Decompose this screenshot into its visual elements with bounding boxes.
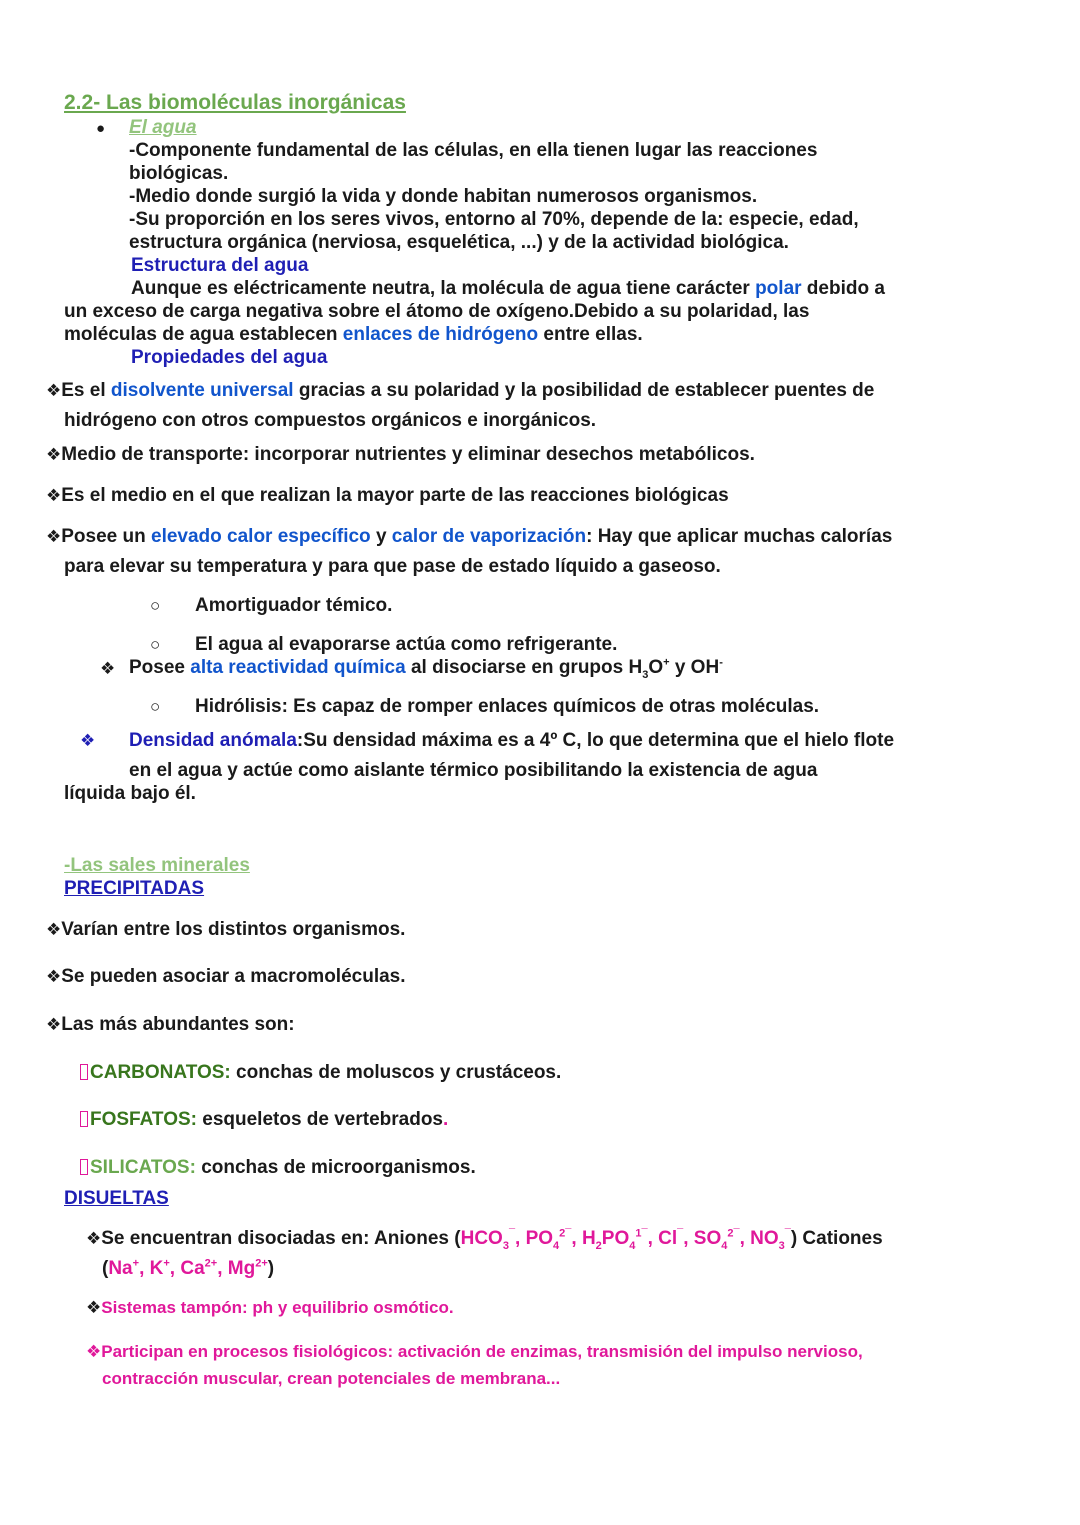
diamond-icon: ❖ — [46, 967, 62, 986]
property-6-cont: en el agua y actúe como aislante térmico posibilitando la existencia de agua — [129, 760, 818, 781]
diamond-icon: ❖ — [46, 527, 62, 546]
diamond-icon: ❖ — [86, 1298, 102, 1317]
box-glyph-icon — [80, 1064, 88, 1080]
precip-item-3: ❖Las más abundantes son: — [46, 1014, 295, 1035]
circle-bullet-icon: ○ — [150, 596, 161, 615]
diamond-icon: ❖ — [80, 731, 96, 750]
diamond-icon: ❖ — [46, 445, 62, 464]
cations-line: (Na+, K+, $Ca^{2+}$, $Mg^{2+}$) — [102, 1257, 275, 1279]
properties-heading: Propiedades del agua — [131, 347, 328, 368]
dissolved-item-3: ❖Participan en procesos fisiológicos: activación de enzimas, transmisión del impulso nervioso, — [86, 1342, 863, 1361]
water-line-2: biológicas. — [129, 163, 229, 184]
diamond-icon: ❖ — [46, 381, 62, 400]
precip-item-2: ❖Se pueden asociar a macromoléculas. — [46, 966, 406, 987]
property-1: ❖Es el disolvente universal gracias a su polaridad y la posibilidad de establecer puentes de — [46, 380, 875, 401]
subpoint-3: Hidrólisis: Es capaz de romper enlaces químicos de otras moléculas. — [195, 696, 820, 717]
property-1-cont: hidrógeno con otros compuestos orgánicos e inorgánicos. — [64, 410, 597, 431]
bullet-dot-icon: ● — [96, 120, 106, 137]
dissolved-item-2: ❖Sistemas tampón: ph y equilibrio osmótico. — [86, 1298, 454, 1317]
property-3: ❖Es el medio en el que realizan la mayor parte de las reacciones biológicas — [46, 485, 729, 506]
water-line-5: estructura orgánica (nerviosa, esquelética, ...) y de la actividad biológica. — [129, 232, 789, 253]
structure-line-3: moléculas de agua establecen enlaces de hidrógeno entre ellas. — [64, 324, 643, 345]
subpoint-1: Amortiguador témico. — [195, 595, 393, 616]
diamond-icon: ❖ — [100, 659, 116, 678]
diamond-icon: ❖ — [46, 486, 62, 505]
water-line-1: -Componente fundamental de las células, en ella tienen lugar las reacciones — [129, 140, 818, 161]
dissolved-item-1: ❖Se encuentran disociadas en: Aniones ($HCO_3^¯$, $PO_4^{2¯}$, $H_2PO_4^{1¯}$, Cl¯, $SO_4^{2¯}$, $NO_3^¯$) Cationes — [86, 1227, 883, 1252]
diamond-icon: ❖ — [86, 1229, 102, 1248]
phosphates-line: FOSFATOS: esqueletos de vertebrados. — [80, 1108, 448, 1131]
box-glyph-icon — [80, 1159, 88, 1175]
property-6-cont-2: líquida bajo él. — [64, 783, 196, 804]
dissolved-heading: DISUELTAS — [64, 1188, 169, 1209]
box-glyph-icon — [80, 1111, 88, 1127]
circle-bullet-icon: ○ — [150, 635, 161, 654]
property-4-cont: para elevar su temperatura y para que pase de estado líquido a gaseoso. — [64, 556, 721, 577]
silicates-line: SILICATOS: conchas de microorganismos. — [80, 1156, 476, 1179]
dissolved-item-3-cont: contracción muscular, crean potenciales de membrana... — [102, 1369, 561, 1388]
property-6: Densidad anómala:Su densidad máxima es a 4º C, lo que determina que el hielo flote — [129, 730, 895, 751]
salts-heading: -Las sales minerales — [64, 855, 250, 876]
structure-heading: Estructura del agua — [131, 255, 309, 276]
carbonates-line: CARBONATOS: conchas de moluscos y crustáceos. — [80, 1061, 561, 1084]
precip-item-1: ❖Varían entre los distintos organismos. — [46, 919, 406, 940]
subpoint-2: El agua al evaporarse actúa como refrigerante. — [195, 634, 618, 655]
diamond-icon: ❖ — [86, 1342, 102, 1361]
water-line-3: -Medio donde surgió la vida y donde habitan numerosos organismos. — [129, 186, 758, 207]
property-4: ❖Posee un elevado calor específico y calor de vaporización: Hay que aplicar muchas calorías — [46, 526, 893, 547]
water-line-4: -Su proporción en los seres vivos, entorno al 70%, depende de la: especie, edad, — [129, 209, 859, 230]
diamond-icon: ❖ — [46, 920, 62, 939]
diamond-icon: ❖ — [46, 1015, 62, 1034]
circle-bullet-icon: ○ — [150, 697, 161, 716]
precipitated-heading: PRECIPITADAS — [64, 878, 205, 899]
property-5: Posee alta reactividad química al disociarse en grupos $H_3O^+$ y OH- — [129, 656, 723, 681]
property-2: ❖Medio de transporte: incorporar nutrientes y eliminar desechos metabólicos. — [46, 444, 755, 465]
section-title: 2.2- Las biomoléculas inorgánicas — [64, 91, 406, 114]
structure-line-2: un exceso de carga negativa sobre el átomo de oxígeno.Debido a su polaridad, las — [64, 301, 810, 322]
structure-line-1: Aunque es eléctricamente neutra, la molécula de agua tiene carácter polar debido a — [131, 278, 885, 299]
water-heading: El agua — [129, 117, 197, 138]
